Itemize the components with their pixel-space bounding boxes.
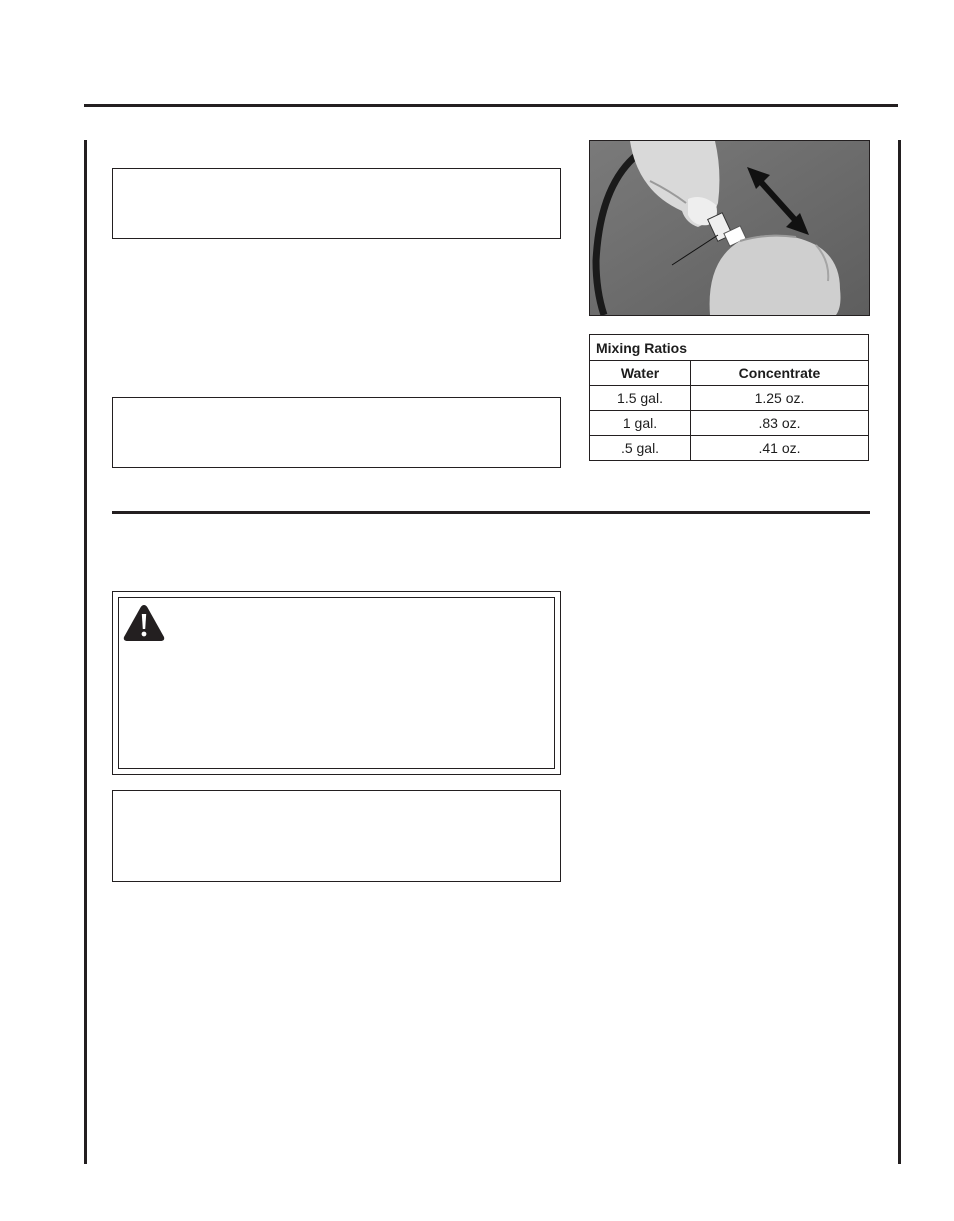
warning-box <box>112 591 561 775</box>
concentrate-cell: .41 oz. <box>691 436 869 461</box>
section-divider <box>112 511 870 514</box>
table-row <box>590 411 869 436</box>
double-arrow-icon <box>590 141 869 315</box>
note-box-1 <box>112 168 561 239</box>
water-cell: 1.5 gal. <box>590 386 691 411</box>
table-row <box>590 436 869 461</box>
water-cell: 1 gal. <box>590 411 691 436</box>
mixing-ratios-table <box>589 334 869 461</box>
note-box-2 <box>112 397 561 468</box>
right-margin-rule <box>898 140 901 1164</box>
top-rule <box>84 104 898 107</box>
left-margin-rule <box>84 140 87 1164</box>
column-header-concentrate: Concentrate <box>691 361 869 386</box>
warning-triangle-icon <box>122 603 166 643</box>
warning-box-inner <box>118 597 555 769</box>
note-box-3 <box>112 790 561 882</box>
column-header-water: Water <box>590 361 691 386</box>
water-cell: .5 gal. <box>590 436 691 461</box>
table-title: Mixing Ratios <box>590 335 869 361</box>
photo-hands-connector <box>589 140 870 316</box>
table-row <box>590 386 869 411</box>
concentrate-cell: 1.25 oz. <box>691 386 869 411</box>
concentrate-cell: .83 oz. <box>691 411 869 436</box>
